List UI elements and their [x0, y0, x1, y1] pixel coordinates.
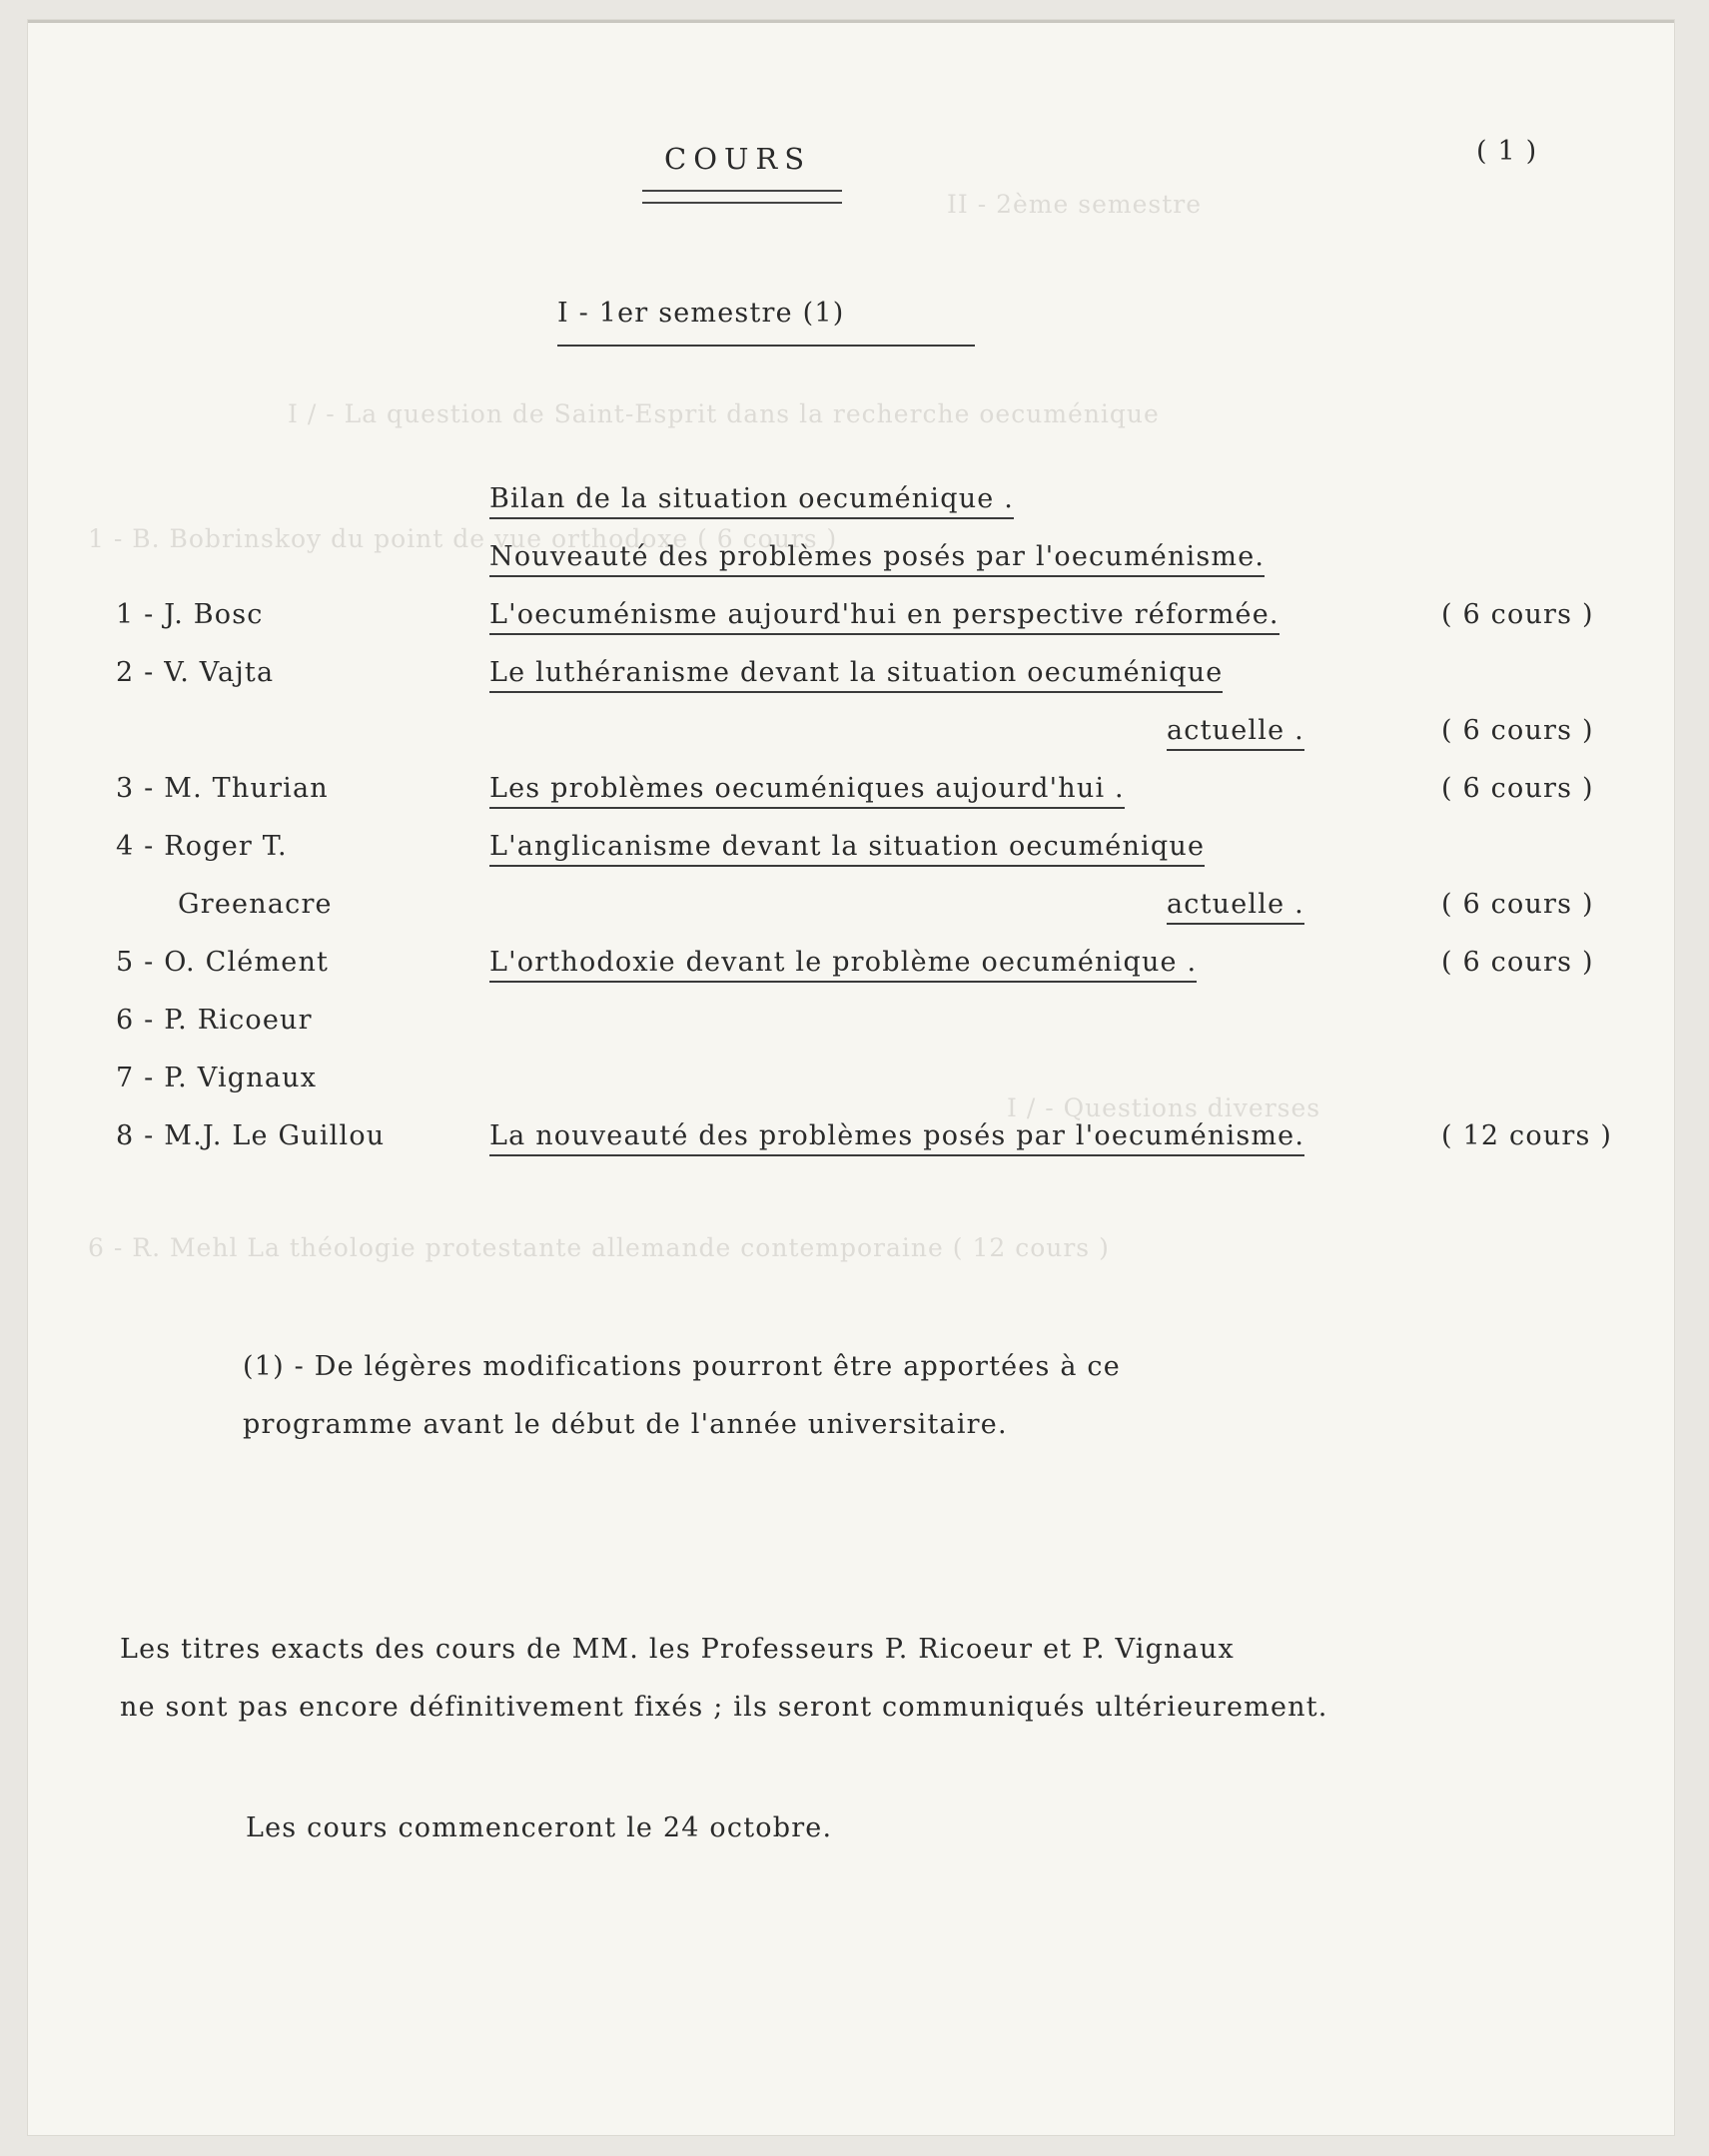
- page-title: COURS: [664, 142, 812, 176]
- course-title: La nouveauté des problèmes posés par l'oecuménisme.: [489, 1122, 1304, 1156]
- course-count: ( 6 cours ): [1441, 773, 1594, 804]
- course-count: ( 6 cours ): [1441, 715, 1594, 746]
- course-lecturer: 1 - J. Bosc: [116, 599, 264, 630]
- course-count: ( 6 cours ): [1441, 889, 1594, 920]
- course-title: L'anglicanisme devant la situation oecuménique: [489, 833, 1205, 867]
- course-lecturer: 5 - O. Clément: [116, 947, 330, 978]
- course-lecturer: 3 - M. Thurian: [116, 773, 329, 804]
- course-title: L'orthodoxie devant le problème oecuménique .: [489, 949, 1197, 983]
- footnote-line-1: (1) - De légères modifications pourront être apportées à ce: [243, 1351, 1121, 1382]
- note-line-2: ne sont pas encore définitivement fixés ; ils seront communiqués ultérieurement.: [120, 1692, 1328, 1723]
- course-lecturer-cont: Greenacre: [178, 889, 333, 920]
- note-line-1: Les titres exacts des cours de MM. les Professeurs P. Ricoeur et P. Vignaux: [120, 1634, 1235, 1665]
- course-lecturer: 2 - V. Vajta: [116, 657, 275, 688]
- show-through: I / - La question de Saint-Esprit dans la recherche oecuménique: [288, 399, 1160, 428]
- course-lecturer: 7 - P. Vignaux: [116, 1063, 318, 1093]
- course-title: Les problèmes oecuméniques aujourd'hui .: [489, 775, 1125, 809]
- page-marker: ( 1 ): [1476, 136, 1538, 167]
- show-through: 6 - R. Mehl La théologie protestante allemande contemporaine ( 12 cours ): [88, 1233, 1110, 1262]
- document-page: [28, 20, 1674, 2135]
- course-title-cont: actuelle .: [1167, 891, 1304, 925]
- intro-title-1: Bilan de la situation oecuménique .: [489, 485, 1014, 519]
- course-count: ( 6 cours ): [1441, 947, 1594, 978]
- course-lecturer: 4 - Roger T.: [116, 831, 288, 862]
- show-through: 1 - B. Bobrinskoy du point de vue orthodoxe ( 6 cours ): [88, 524, 838, 553]
- course-lecturer: 8 - M.J. Le Guillou: [116, 1120, 386, 1151]
- course-count: ( 6 cours ): [1441, 599, 1594, 630]
- title-double-underline: [642, 190, 842, 204]
- course-title: L'oecuménisme aujourd'hui en perspective réformée.: [489, 601, 1280, 635]
- show-through: II - 2ème semestre: [947, 190, 1202, 219]
- course-title-cont: actuelle .: [1167, 717, 1304, 751]
- show-through: I / - Questions diverses: [1007, 1093, 1321, 1122]
- course-count: ( 12 cours ): [1441, 1120, 1613, 1151]
- start-date-line: Les cours commenceront le 24 octobre.: [246, 1812, 833, 1843]
- course-title: Le luthéranisme devant la situation oecuménique: [489, 659, 1223, 693]
- semester-heading: I - 1er semestre (1): [557, 300, 975, 347]
- course-lecturer: 6 - P. Ricoeur: [116, 1005, 313, 1036]
- intro-title-2: Nouveauté des problèmes posés par l'oecuménisme.: [489, 543, 1265, 577]
- footnote-line-2: programme avant le début de l'année universitaire.: [243, 1409, 1008, 1440]
